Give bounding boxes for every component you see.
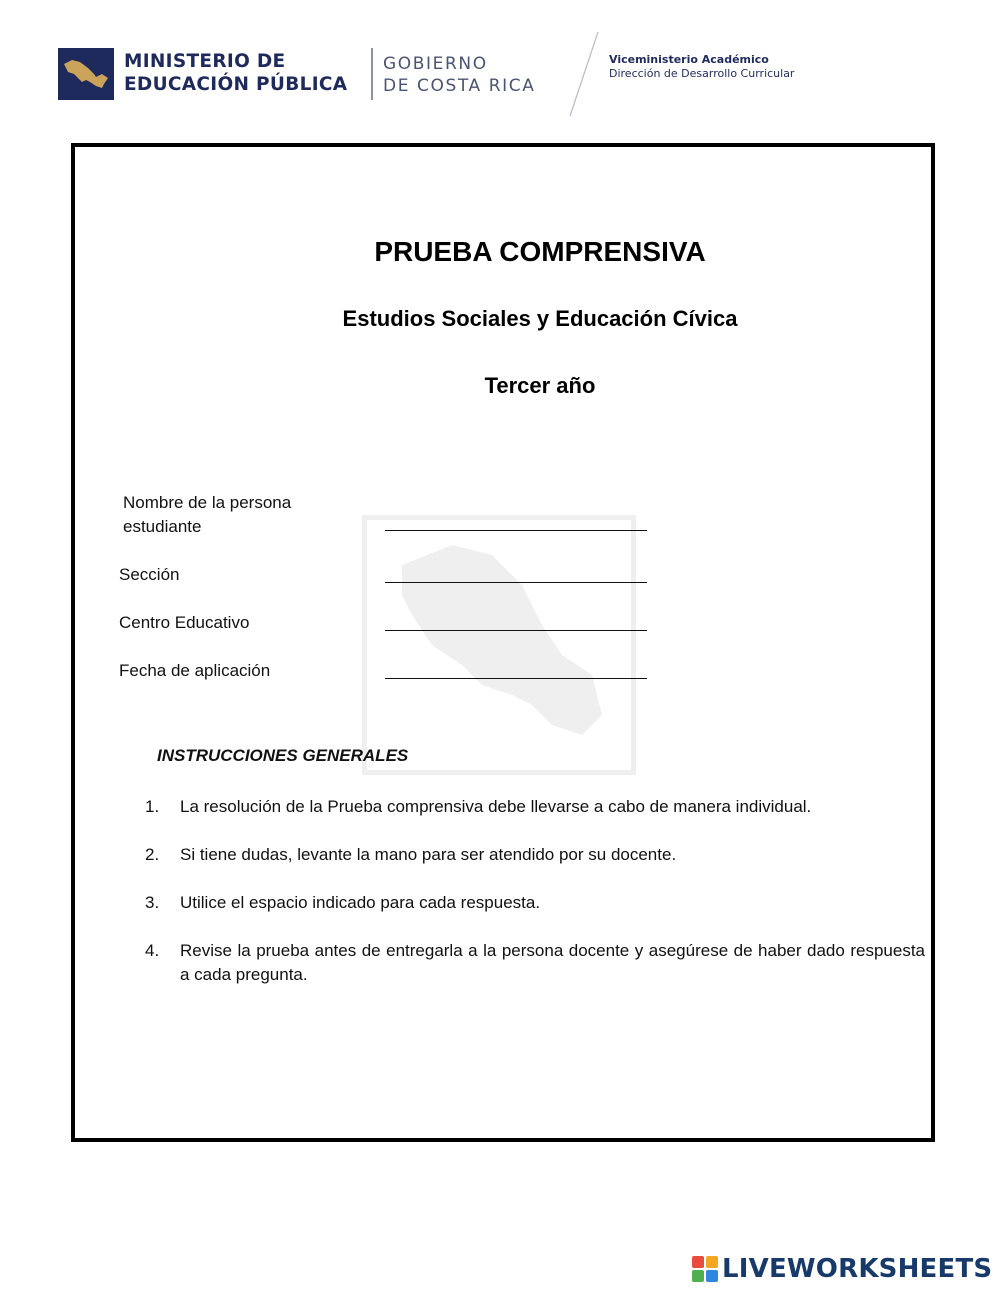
page-title: PRUEBA COMPRENSIVA [374, 236, 706, 267]
student-name-label-line2: estudiante [123, 517, 202, 536]
subject-title: Estudios Sociales y Educación Cívica [342, 306, 738, 331]
grade-title: Tercer año [484, 373, 596, 398]
instruction-text: Si tiene dudas, levante la mano para ser atendido por su docente. [180, 845, 677, 864]
school-label: Centro Educativo [119, 613, 250, 632]
government-name-line1: GOBIERNO [383, 54, 488, 74]
vice-ministry-title: Viceministerio Académico [609, 53, 769, 66]
costa-rica-map-logo-icon [58, 48, 114, 100]
ministry-name-line2: EDUCACIÓN PÚBLICA [124, 74, 348, 95]
vice-ministry-block [609, 53, 794, 81]
student-name-label-line1: Nombre de la persona [123, 493, 292, 512]
section-label: Sección [119, 565, 180, 584]
date-field[interactable] [385, 678, 647, 679]
instruction-number: 3. [145, 893, 160, 912]
instruction-text: Utilice el espacio indicado para cada respuesta. [180, 893, 541, 912]
costa-rica-watermark-icon [362, 515, 636, 775]
student-name-field[interactable] [385, 530, 647, 531]
ministry-name [124, 50, 347, 96]
header-divider [371, 48, 373, 100]
instructions-title: INSTRUCCIONES GENERALES [157, 746, 409, 765]
instruction-number: 1. [145, 797, 160, 816]
liveworksheets-brand: LIVEWORKSHEETS [722, 1254, 993, 1284]
date-label: Fecha de aplicación [119, 661, 271, 680]
page-header [0, 0, 1000, 130]
instruction-text: La resolución de la Prueba comprensiva debe llevarse a cabo de manera individual. [180, 797, 812, 816]
liveworksheets-icon [692, 1256, 718, 1282]
student-name-label [123, 491, 291, 539]
ministry-name-line1: MINISTERIO DE [124, 51, 286, 72]
instruction-number: 4. [145, 941, 160, 960]
government-name-line2: DE COSTA RICA [383, 76, 536, 96]
section-field[interactable] [385, 582, 647, 583]
liveworksheets-logo[interactable] [692, 1254, 992, 1284]
instruction-number: 2. [145, 845, 160, 864]
instruction-text: Revise la prueba antes de entregarla a la persona docente y asegúrese de haber dado respuesta a cada pregunta. [180, 941, 925, 984]
school-field[interactable] [385, 630, 647, 631]
vice-ministry-subtitle: Dirección de Desarrollo Curricular [609, 67, 795, 80]
government-name [383, 53, 536, 97]
